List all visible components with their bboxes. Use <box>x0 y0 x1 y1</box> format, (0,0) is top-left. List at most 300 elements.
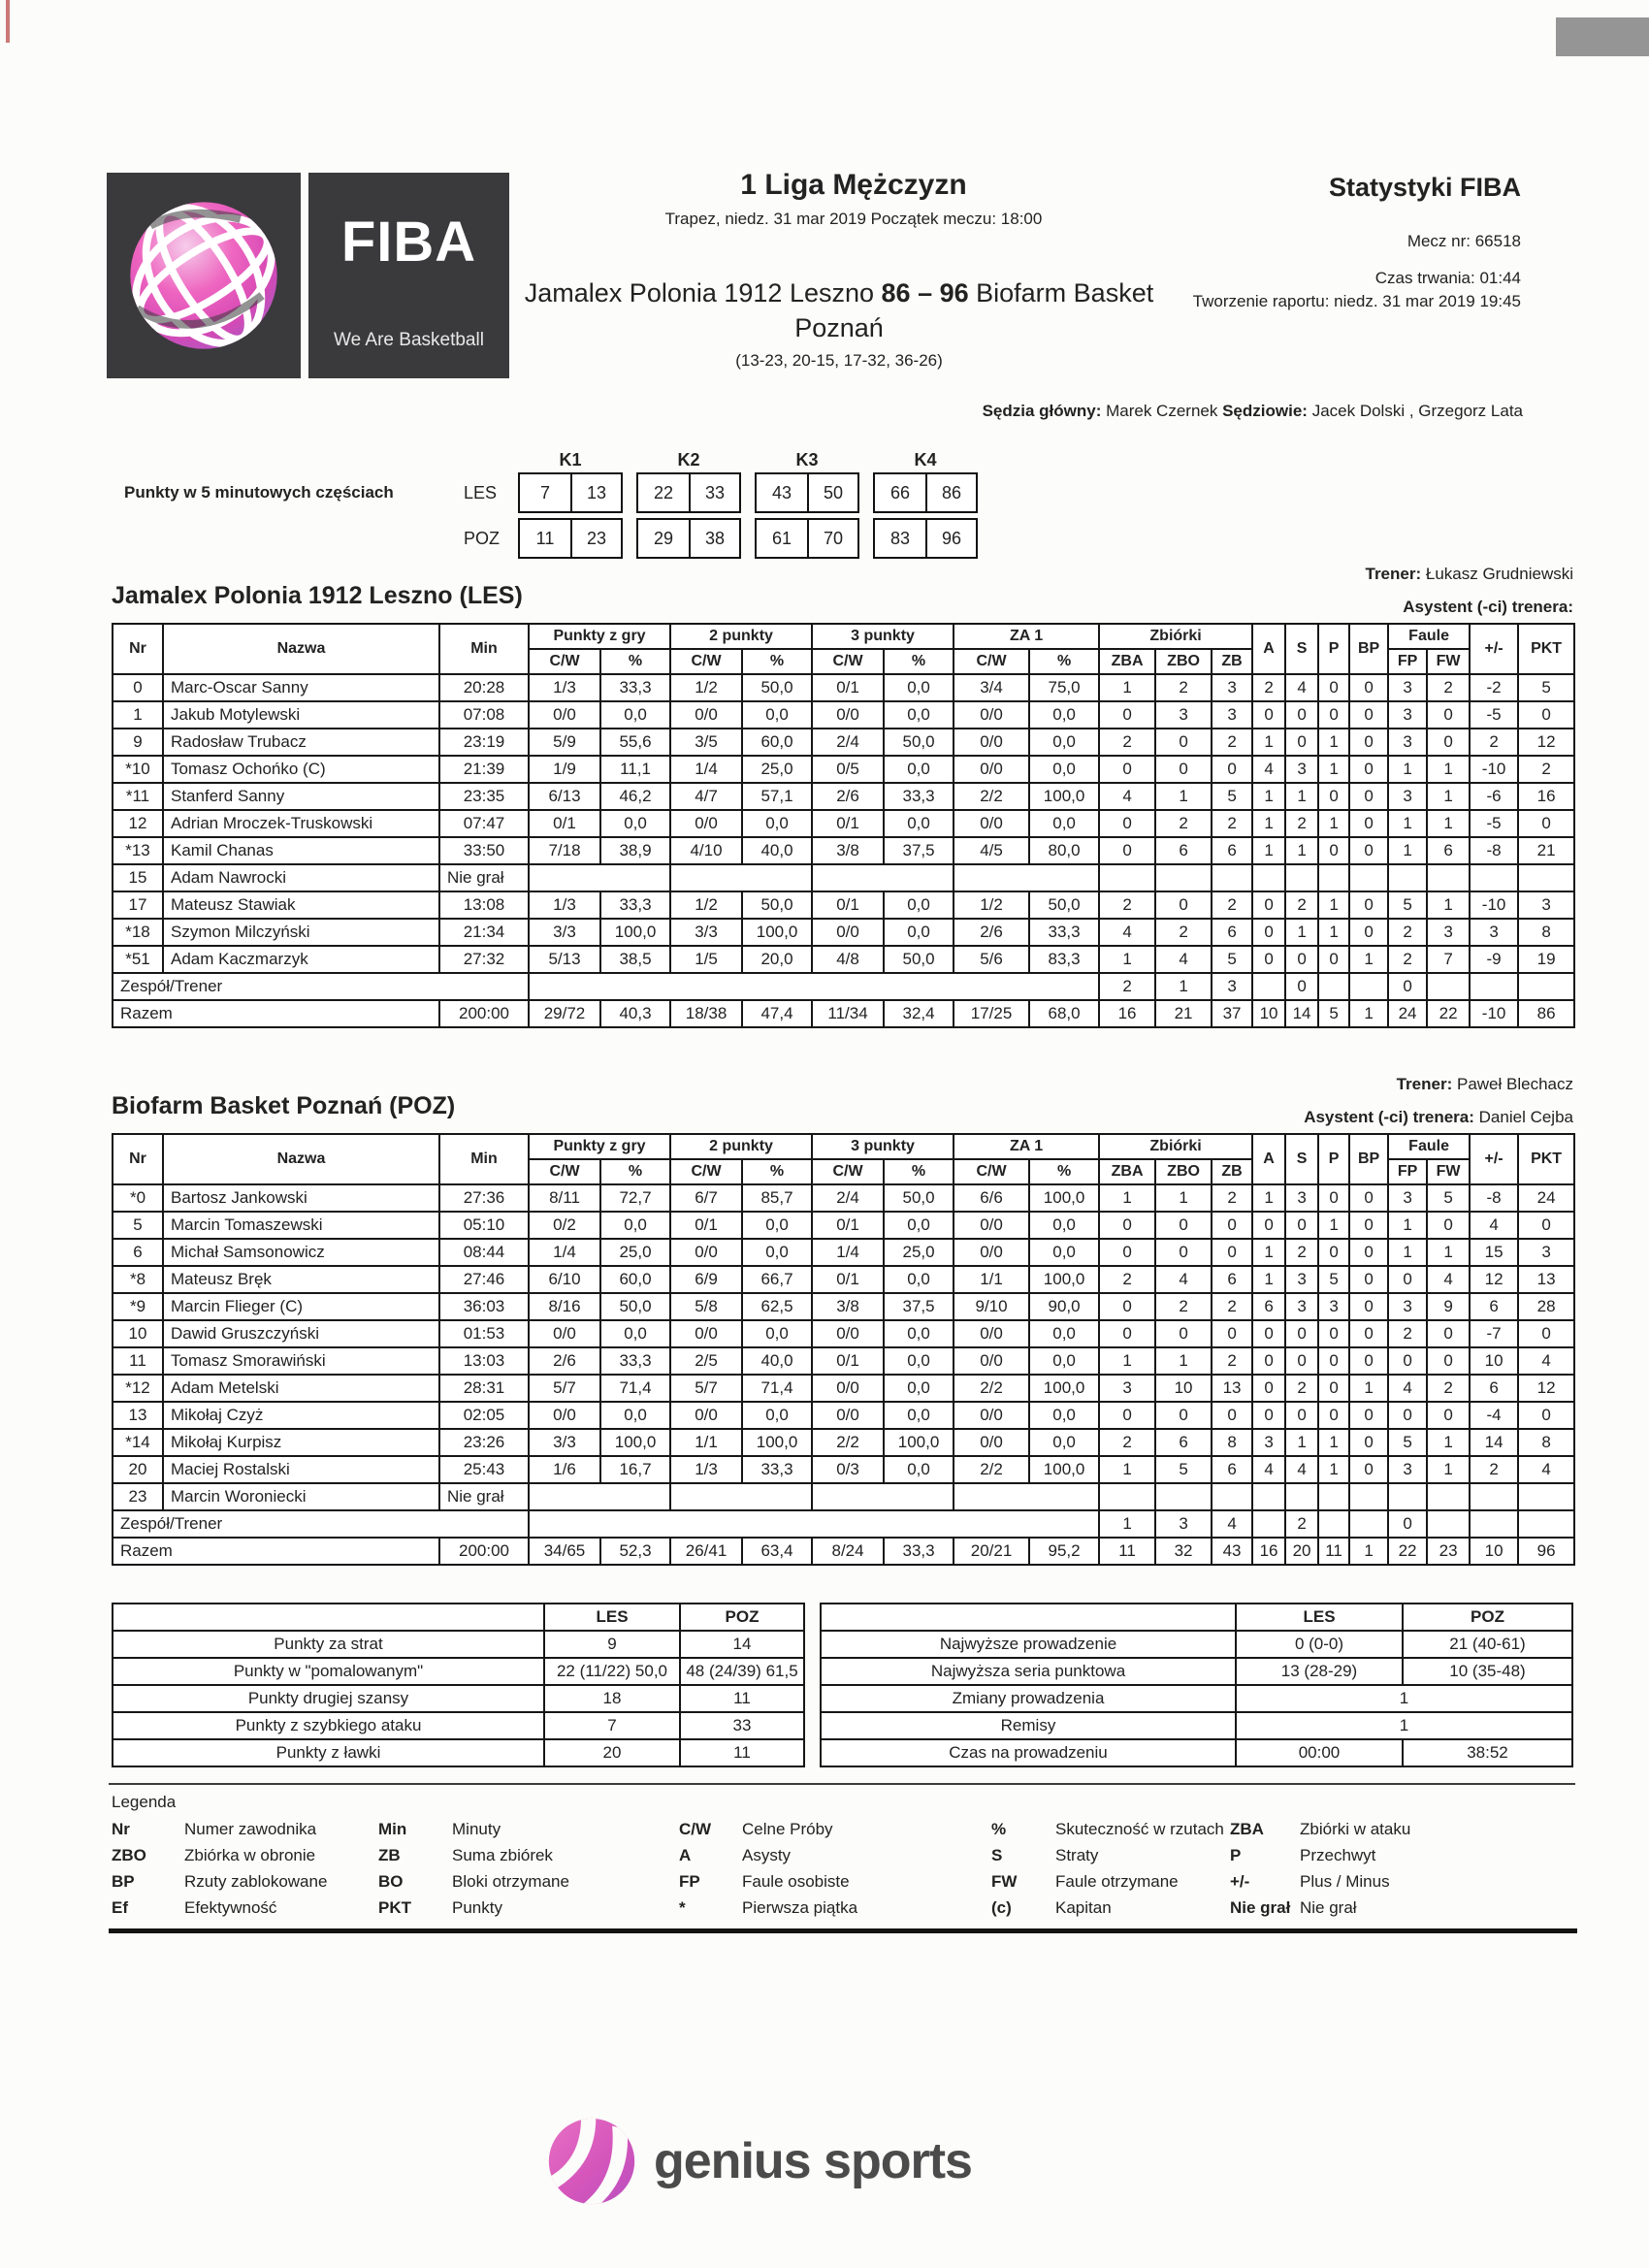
summary-value: 1 <box>1236 1712 1572 1739</box>
stat-cell: 8 <box>1212 1429 1252 1456</box>
stat-cell: 4 <box>1470 1212 1518 1239</box>
stat-cell: 2 <box>1155 919 1212 946</box>
stat-cell: 0/1 <box>812 1212 884 1239</box>
stat-cell: 4/8 <box>812 946 884 973</box>
stat-cell: 4 <box>1518 1456 1574 1483</box>
stat-cell: 50,0 <box>600 1293 670 1320</box>
stat-cell: 50,0 <box>884 946 954 973</box>
totals-cell: 23 <box>1427 1538 1470 1565</box>
stat-cell: 1 <box>1388 837 1427 864</box>
stat-cell: 0,0 <box>884 1375 954 1402</box>
player-row <box>113 1347 1574 1375</box>
stat-cell: 80,0 <box>1029 837 1099 864</box>
stat-cell: 0 <box>1212 1402 1252 1429</box>
stat-cell <box>1349 973 1388 1000</box>
stat-cell: 4 <box>1252 1456 1285 1483</box>
summary-value-poz: 33 <box>680 1712 804 1739</box>
summary-row <box>821 1712 1572 1739</box>
legend-abbr: BP <box>112 1872 135 1891</box>
stat-cell: -10 <box>1470 756 1518 783</box>
stat-cell: 08:44 <box>439 1239 529 1266</box>
stat-cell: 0 <box>1427 1347 1470 1375</box>
team-coach-row <box>113 973 1574 1000</box>
summary-value-les: 20 <box>544 1739 680 1766</box>
stat-cell: 0 <box>1349 756 1388 783</box>
player-name: Adrian Mroczek-Truskowski <box>163 810 439 837</box>
legend-abbr: % <box>991 1820 1007 1838</box>
stat-cell: 50,0 <box>884 1184 954 1212</box>
away-team-name-line2: Poznań <box>794 313 884 342</box>
totals-cell: 1 <box>1349 1000 1388 1027</box>
stat-cell: 0,0 <box>884 891 954 919</box>
stat-cell: 3 <box>1285 1293 1318 1320</box>
referees-names: Jacek Dolski , Grzegorz Lata <box>1311 402 1523 420</box>
quarter-score-value: 86 <box>925 474 976 511</box>
stat-cell: 0 <box>1212 1320 1252 1347</box>
stat-cell <box>529 973 1099 1000</box>
stat-cell: 0 <box>1349 1212 1388 1239</box>
scan-artifact <box>6 0 10 43</box>
coach-name: Paweł Blechacz <box>1456 1075 1573 1093</box>
stat-cell: 0/0 <box>670 810 742 837</box>
stat-cell: 02:05 <box>439 1402 529 1429</box>
stat-cell: 7/18 <box>529 837 600 864</box>
player-nr: 15 <box>113 864 163 891</box>
col-header: +/- <box>1470 1134 1518 1184</box>
stat-cell: 27:46 <box>439 1266 529 1293</box>
stat-cell: 2 <box>1388 919 1427 946</box>
stat-cell: 100,0 <box>1029 1456 1099 1483</box>
col-header: +/- <box>1470 624 1518 674</box>
stat-cell: -4 <box>1470 1402 1518 1429</box>
player-nr: *12 <box>113 1375 163 1402</box>
summary-value-les: 18 <box>544 1685 680 1712</box>
team-code: POZ <box>464 528 501 548</box>
player-name: Adam Metelski <box>163 1375 439 1402</box>
totals-cell: 32 <box>1155 1538 1212 1565</box>
stat-cell: 4/7 <box>670 783 742 810</box>
totals-cell: 22 <box>1427 1000 1470 1027</box>
totals-cell: 200:00 <box>439 1538 529 1565</box>
stat-cell: 90,0 <box>1029 1293 1099 1320</box>
summary-value-poz: 14 <box>680 1631 804 1658</box>
stat-cell: 0,0 <box>884 756 954 783</box>
stat-cell: 1 <box>1155 783 1212 810</box>
player-nr: *9 <box>113 1293 163 1320</box>
stat-cell: 33,3 <box>600 891 670 919</box>
summary-label: Najwyższe prowadzenie <box>821 1631 1236 1658</box>
stat-cell: 37,5 <box>884 1293 954 1320</box>
stat-cell: 85,7 <box>742 1184 812 1212</box>
stat-cell <box>1518 973 1574 1000</box>
summary-value-poz: 10 (35-48) <box>1403 1658 1572 1685</box>
summary-label: Czas na prowadzeniu <box>821 1739 1236 1766</box>
stat-cell: 1 <box>1099 1510 1155 1538</box>
stat-cell: 0/0 <box>954 1429 1029 1456</box>
quarter-scores-grid <box>464 450 991 564</box>
quarter-score-box <box>755 472 859 513</box>
totals-cell: 11 <box>1318 1538 1349 1565</box>
totals-cell: 34/65 <box>529 1538 600 1565</box>
stat-cell: 0,0 <box>884 1347 954 1375</box>
stat-cell: 10 <box>1470 1347 1518 1375</box>
stat-cell: 0 <box>1099 837 1155 864</box>
stat-cell <box>1252 1510 1285 1538</box>
stat-cell: 6 <box>1212 1456 1252 1483</box>
stat-cell: 0,0 <box>1029 1402 1099 1429</box>
player-nr: *13 <box>113 837 163 864</box>
stat-cell: 2 <box>1099 1266 1155 1293</box>
stat-cell: 3 <box>1252 1429 1285 1456</box>
legend-abbr: * <box>679 1898 686 1917</box>
col-header: P <box>1318 624 1349 674</box>
stat-cell: 25,0 <box>884 1239 954 1266</box>
stat-cell: 6 <box>1212 919 1252 946</box>
stat-cell: 3 <box>1155 701 1212 729</box>
quarter-label: K4 <box>914 450 937 470</box>
stat-cell: 0/0 <box>529 701 600 729</box>
stat-cell: 33,3 <box>600 1347 670 1375</box>
col-header-min: Min <box>439 1134 529 1184</box>
stat-cell <box>1285 1483 1318 1510</box>
stat-cell <box>1388 1483 1427 1510</box>
stat-cell: 0 <box>1349 783 1388 810</box>
stat-cell: 0/3 <box>812 1456 884 1483</box>
stat-cell: -5 <box>1470 701 1518 729</box>
stat-cell: 0,0 <box>600 1212 670 1239</box>
player-row <box>113 1320 1574 1347</box>
genius-sports-logo <box>545 2115 972 2208</box>
stat-cell: 1 <box>1252 810 1285 837</box>
report-title: Statystyki FIBA <box>1328 173 1521 202</box>
player-name: Jakub Motylewski <box>163 701 439 729</box>
stat-cell: 0 <box>1285 1212 1318 1239</box>
col-header: PKT <box>1518 624 1574 674</box>
player-nr: 5 <box>113 1212 163 1239</box>
stat-cell: 2 <box>1099 729 1155 756</box>
team-title: Jamalex Polonia 1912 Leszno (LES) <box>112 582 523 609</box>
stat-cell: 100,0 <box>1029 1266 1099 1293</box>
totals-cell: 37 <box>1212 1000 1252 1027</box>
totals-cell: 11 <box>1099 1538 1155 1565</box>
stat-cell: 0 <box>1155 729 1212 756</box>
assistant-label: Asystent (-ci) trenera: <box>1304 1108 1474 1126</box>
stat-cell: 0 <box>1155 1239 1212 1266</box>
legend-abbr: FW <box>991 1872 1018 1891</box>
stat-cell: 1 <box>1099 674 1155 701</box>
stat-cell: -9 <box>1470 946 1518 973</box>
totals-cell: -10 <box>1470 1000 1518 1027</box>
player-nr: 6 <box>113 1239 163 1266</box>
summary-value-les: 22 (11/22) 50,0 <box>544 1658 680 1685</box>
summary-value-poz: 11 <box>680 1685 804 1712</box>
col-group-header: ZA 1 <box>954 1134 1099 1159</box>
legend-desc: Przechwyt <box>1300 1846 1376 1864</box>
stat-cell: 1/9 <box>529 756 600 783</box>
col-header-nr: Nr <box>113 624 163 674</box>
stat-cell: 1/4 <box>812 1239 884 1266</box>
stat-cell: 8 <box>1518 1429 1574 1456</box>
totals-cell: 1 <box>1349 1538 1388 1565</box>
stat-cell: -8 <box>1470 1184 1518 1212</box>
col-header: C/W <box>670 1159 742 1184</box>
stat-cell: 0 <box>1099 1402 1155 1429</box>
player-nr: 20 <box>113 1456 163 1483</box>
stat-cell: 4 <box>1388 1375 1427 1402</box>
stat-cell: 3 <box>1388 701 1427 729</box>
stat-cell: 50,0 <box>884 729 954 756</box>
stat-cell: 83,3 <box>1029 946 1099 973</box>
player-name: Bartosz Jankowski <box>163 1184 439 1212</box>
stat-cell: 8 <box>1518 919 1574 946</box>
stat-cell: 60,0 <box>600 1266 670 1293</box>
totals-cell: 20 <box>1285 1538 1318 1565</box>
stat-cell: 5 <box>1212 783 1252 810</box>
stat-cell <box>1470 1510 1518 1538</box>
player-row <box>113 1212 1574 1239</box>
stat-cell: 25:43 <box>439 1456 529 1483</box>
stat-cell: 3/4 <box>954 674 1029 701</box>
stat-cell: 2 <box>1388 1320 1427 1347</box>
stat-cell: -5 <box>1470 810 1518 837</box>
col-group-header: ZA 1 <box>954 624 1099 649</box>
stat-cell <box>1427 973 1470 1000</box>
stat-cell: 5 <box>1427 1184 1470 1212</box>
quarter-score-value: 38 <box>689 520 739 557</box>
summary-label: Najwyższa seria punktowa <box>821 1658 1236 1685</box>
stat-cell: 0 <box>1285 1347 1318 1375</box>
coach-label: Trener: <box>1365 565 1422 583</box>
legend-abbr: ZB <box>378 1846 401 1864</box>
player-row <box>113 919 1574 946</box>
player-nr: *11 <box>113 783 163 810</box>
coach-name: Łukasz Grudniewski <box>1425 565 1573 583</box>
stat-cell: 16 <box>1518 783 1574 810</box>
totals-row <box>113 1538 1574 1565</box>
stat-cell: 37,5 <box>884 837 954 864</box>
col-header: ZB <box>1212 649 1252 674</box>
stat-cell: 5 <box>1388 1429 1427 1456</box>
stat-cell: 2/2 <box>954 1375 1029 1402</box>
stat-cell: 1 <box>1388 1212 1427 1239</box>
stat-cell: 3 <box>1099 1375 1155 1402</box>
fiba-tagline: We Are Basketball <box>334 330 484 350</box>
stat-cell: 100,0 <box>1029 1184 1099 1212</box>
stat-cell: 0/0 <box>954 810 1029 837</box>
col-group-header: Faule <box>1388 1134 1470 1159</box>
legend-row <box>112 1898 1573 1925</box>
stat-cell: 0 <box>1349 701 1388 729</box>
legend-desc: Kapitan <box>1055 1898 1112 1917</box>
stat-cell: 2 <box>1212 1184 1252 1212</box>
stat-cell: 0 <box>1285 973 1318 1000</box>
summary-team-header: POZ <box>1403 1604 1572 1631</box>
stat-cell: 57,1 <box>742 783 812 810</box>
stat-cell: 2/4 <box>812 729 884 756</box>
player-nr: 12 <box>113 810 163 837</box>
stat-cell: -6 <box>1470 783 1518 810</box>
stat-cell: 100,0 <box>1029 1375 1099 1402</box>
summary-value-poz: 11 <box>680 1739 804 1766</box>
totals-cell: 200:00 <box>439 1000 529 1027</box>
stat-cell: 23:19 <box>439 729 529 756</box>
stat-cell <box>1518 864 1574 891</box>
stat-cell: 0 <box>1318 701 1349 729</box>
genius-sphere-icon <box>545 2115 638 2208</box>
totals-cell: 95,2 <box>1029 1538 1099 1565</box>
stat-cell: 0 <box>1518 810 1574 837</box>
player-row <box>113 864 1574 891</box>
player-name: Marc-Oscar Sanny <box>163 674 439 701</box>
stat-cell: 0 <box>1388 1510 1427 1538</box>
coach-label: Trener: <box>1396 1075 1453 1093</box>
stat-cell: 12 <box>1470 1266 1518 1293</box>
col-header: C/W <box>812 1159 884 1184</box>
col-header: S <box>1285 1134 1318 1184</box>
quarter-score-value: 29 <box>653 528 674 548</box>
stat-cell: 100,0 <box>600 1429 670 1456</box>
stat-cell: 0/0 <box>954 1402 1029 1429</box>
stat-cell: 0/2 <box>529 1212 600 1239</box>
stat-cell <box>1427 1510 1470 1538</box>
col-header: C/W <box>812 649 884 674</box>
stat-cell: 1 <box>1285 919 1318 946</box>
summary-label: Punkty za strat <box>113 1631 544 1658</box>
stat-cell <box>1252 1483 1285 1510</box>
stat-cell <box>1470 864 1518 891</box>
player-nr: 10 <box>113 1320 163 1347</box>
legend-row <box>112 1820 1573 1846</box>
assistant-name: Daniel Cejba <box>1478 1108 1573 1126</box>
stat-cell: 27:32 <box>439 946 529 973</box>
stat-cell: 0 <box>1388 973 1427 1000</box>
stat-cell: 2/6 <box>954 919 1029 946</box>
scan-artifact <box>1556 17 1649 56</box>
stat-cell: -10 <box>1470 891 1518 919</box>
stat-cell: 8/11 <box>529 1184 600 1212</box>
player-row <box>113 837 1574 864</box>
player-nr: *51 <box>113 946 163 973</box>
col-group-header: Punkty z gry <box>529 1134 670 1159</box>
legend-desc: Suma zbiórek <box>452 1846 553 1864</box>
legend-desc: Straty <box>1055 1846 1099 1864</box>
stat-cell: 4 <box>1427 1266 1470 1293</box>
stat-cell: 100,0 <box>884 1429 954 1456</box>
stat-cell <box>812 1483 954 1510</box>
stat-cell: 1 <box>1155 1184 1212 1212</box>
stat-cell: 0,0 <box>884 701 954 729</box>
col-group-header: 3 punkty <box>812 624 954 649</box>
stat-cell: 3 <box>1470 919 1518 946</box>
summary-row <box>113 1712 804 1739</box>
home-team-name: Jamalex Polonia 1912 Leszno <box>524 278 875 308</box>
summary-label: Punkty z szybkiego ataku <box>113 1712 544 1739</box>
match-number: Mecz nr: 66518 <box>1406 232 1521 250</box>
quarter-score-value: 23 <box>570 520 621 557</box>
stat-cell <box>1212 1483 1252 1510</box>
stat-cell: 6/13 <box>529 783 600 810</box>
totals-label: Razem <box>113 1538 439 1565</box>
match-score-line <box>427 275 1251 373</box>
stat-cell: 2 <box>1155 810 1212 837</box>
totals-cell: 10 <box>1252 1000 1285 1027</box>
stat-cell: 0 <box>1252 919 1285 946</box>
stat-cell: 0 <box>1349 891 1388 919</box>
stat-cell: 0 <box>1349 1320 1388 1347</box>
summary-team-header: POZ <box>680 1604 804 1631</box>
stat-cell: 13:08 <box>439 891 529 919</box>
stat-cell: 1 <box>1318 1429 1349 1456</box>
stat-cell: 0 <box>1212 1212 1252 1239</box>
legend-abbr: C/W <box>679 1820 712 1838</box>
stat-cell: 15 <box>1470 1239 1518 1266</box>
legend-abbr: S <box>991 1846 1003 1864</box>
player-row <box>113 1184 1574 1212</box>
stat-cell: 6 <box>1155 837 1212 864</box>
stat-cell: 0 <box>1252 701 1285 729</box>
stat-cell: 0 <box>1349 674 1388 701</box>
col-header: % <box>1029 1159 1099 1184</box>
stat-cell: 2 <box>1285 1375 1318 1402</box>
stat-cell: 0,0 <box>600 1402 670 1429</box>
player-row <box>113 1239 1574 1266</box>
stat-cell: 4 <box>1155 946 1212 973</box>
stat-cell: 0 <box>1427 701 1470 729</box>
stat-cell <box>1318 864 1349 891</box>
summary-value-les: 00:00 <box>1236 1739 1403 1766</box>
legend-abbr: PKT <box>378 1898 411 1917</box>
quarter-score-value: 7 <box>539 482 550 502</box>
stat-cell: 20:28 <box>439 674 529 701</box>
stat-cell: 0 <box>1155 891 1212 919</box>
totals-cell: 24 <box>1388 1000 1427 1027</box>
stat-cell: 3 <box>1388 1456 1427 1483</box>
stat-cell: 27:36 <box>439 1184 529 1212</box>
stat-cell: 60,0 <box>742 729 812 756</box>
stat-cell: 0/0 <box>812 1402 884 1429</box>
stat-cell: 0 <box>1349 1456 1388 1483</box>
stat-cell: 1 <box>1099 1184 1155 1212</box>
referee-main-name: Marek Czernek <box>1106 402 1218 420</box>
stat-cell: 19 <box>1518 946 1574 973</box>
player-nr: 23 <box>113 1483 163 1510</box>
stat-cell: 5/7 <box>529 1375 600 1402</box>
stat-cell: 0 <box>1318 837 1349 864</box>
stat-cell: 46,2 <box>600 783 670 810</box>
stat-cell: 75,0 <box>1029 674 1099 701</box>
col-header-nazwa: Nazwa <box>163 1134 439 1184</box>
stat-cell: 2 <box>1099 973 1155 1000</box>
stat-table-poz <box>112 1133 1575 1566</box>
stat-cell: 28:31 <box>439 1375 529 1402</box>
stat-cell: 0 <box>1427 1212 1470 1239</box>
referees-line <box>776 402 1523 421</box>
legend-desc: Zbiórka w obronie <box>184 1846 316 1864</box>
summary-header-row <box>113 1604 804 1631</box>
stat-cell: 0/0 <box>670 1402 742 1429</box>
stat-cell: 1 <box>1252 1239 1285 1266</box>
legend-abbr: Min <box>378 1820 407 1838</box>
stat-cell: 0/1 <box>812 1347 884 1375</box>
stat-cell: 24 <box>1518 1184 1574 1212</box>
stat-cell: 1 <box>1349 1375 1388 1402</box>
quarter-score-value: 61 <box>771 528 792 548</box>
col-group-header: 3 punkty <box>812 1134 954 1159</box>
legend-desc: Zbiórki w ataku <box>1300 1820 1411 1838</box>
stat-cell: 1 <box>1318 729 1349 756</box>
player-nr: *18 <box>113 919 163 946</box>
stat-cell <box>529 1510 1099 1538</box>
